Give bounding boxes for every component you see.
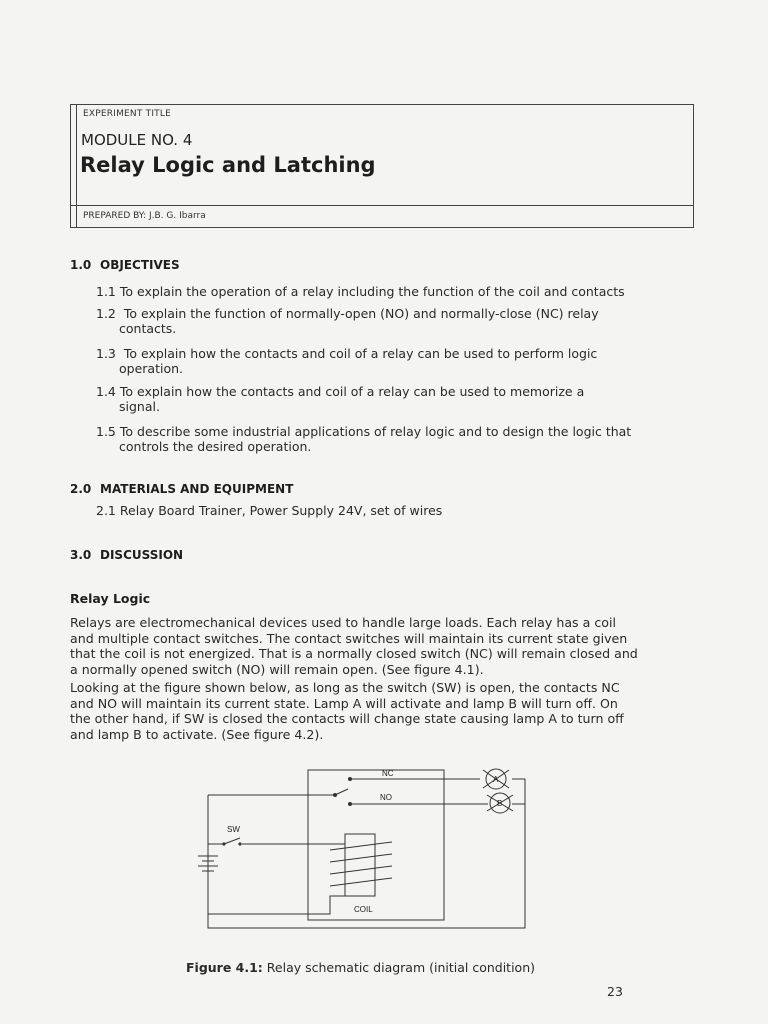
materials-title: MATERIALS AND EQUIPMENT xyxy=(100,482,294,496)
paragraph-line: that the coil is not energized. That is a normally closed switch (NC) will remain closed and xyxy=(70,646,638,661)
objective-text: To explain the function of normally-open (NO) and normally-close (NC) relay xyxy=(123,306,599,321)
label-lamp-a: A xyxy=(493,775,499,784)
switch-sw xyxy=(224,838,240,844)
label-sw: SW xyxy=(227,825,240,834)
paragraph-line: the other hand, if SW is closed the contacts will change state causing lamp A to turn off xyxy=(70,711,624,726)
paragraph-line: Relays are electromechanical devices used to handle large loads. Each relay has a coil xyxy=(70,615,616,630)
experiment-title-label: EXPERIMENT TITLE xyxy=(83,109,171,119)
lamp-return-wire xyxy=(512,779,525,804)
objective-number: 1.2 xyxy=(96,306,116,321)
objective-text-continued: signal. xyxy=(119,399,160,414)
objective-text: To explain the operation of a relay including the function of the coil and contacts xyxy=(119,284,625,299)
objective-text: To explain how the contacts and coil of a relay can be used to memorize a xyxy=(119,384,585,399)
paragraph-line: a normally opened switch (NO) will remain open. (See figure 4.1). xyxy=(70,661,484,677)
materials-number: 2.0 xyxy=(70,482,92,496)
discussion-number: 3.0 xyxy=(70,548,92,562)
label-nc: NC xyxy=(382,769,394,778)
label-coil: COIL xyxy=(354,905,373,914)
module-number: MODULE NO. 4 xyxy=(81,131,193,149)
discussion-title: DISCUSSION xyxy=(100,548,184,562)
objective-text: To explain how the contacts and coil of a relay can be used to perform logic xyxy=(123,346,598,361)
objective-number: 1.1 xyxy=(96,284,116,299)
figure-caption-label: Figure 4.1: xyxy=(186,960,263,975)
objective-text: To describe some industrial applications of relay logic and to design the logic that xyxy=(119,424,632,439)
page-number: 23 xyxy=(607,984,623,999)
paragraph-line: Looking at the figure shown below, as long as the switch (SW) is open, the contacts NC xyxy=(70,680,620,695)
materials-item-text: Relay Board Trainer, Power Supply 24V, set of wires xyxy=(119,503,443,518)
label-lamp-b: B xyxy=(497,799,503,808)
label-no: NO xyxy=(380,793,392,802)
objective-number: 1.3 xyxy=(96,346,116,361)
relay-coil xyxy=(345,834,375,896)
objectives-number: 1.0 xyxy=(70,258,92,272)
materials-item-number: 2.1 xyxy=(96,503,116,518)
objective-text-continued: controls the desired operation. xyxy=(119,439,312,454)
paragraph-line: and NO will maintain its current state. Lamp A will activate and lamp B will turn off. On xyxy=(70,695,618,711)
objectives-title: OBJECTIVES xyxy=(100,258,180,272)
page-title: Relay Logic and Latching xyxy=(80,153,376,177)
objective-text-continued: contacts. xyxy=(119,321,177,336)
relay-logic-subheading: Relay Logic xyxy=(70,591,151,606)
figure-caption xyxy=(186,960,535,975)
figure-caption-text: Relay schematic diagram (initial condition) xyxy=(262,960,536,975)
objective-text-continued: operation. xyxy=(119,361,183,376)
objective-number: 1.5 xyxy=(96,424,116,439)
paragraph-line: and lamp B to activate. (See figure 4.2). xyxy=(70,726,324,742)
relay-enclosure xyxy=(308,770,444,920)
prepared-by: PREPARED BY: J.B. G. Ibarra xyxy=(83,211,206,221)
contact-arm xyxy=(335,789,348,795)
paragraph-line: and multiple contact switches. The contact switches will maintain its current state given xyxy=(70,630,628,646)
objective-number: 1.4 xyxy=(96,384,116,399)
